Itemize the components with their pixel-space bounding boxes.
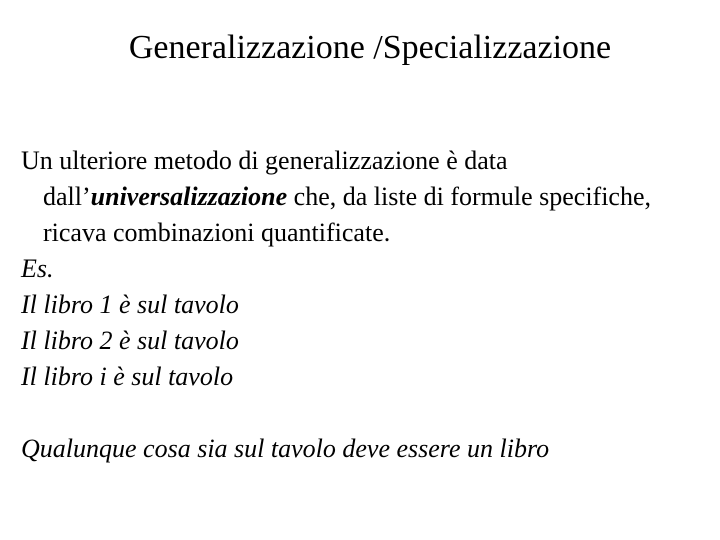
example-line-3: Il libro i è sul tavolo <box>21 362 234 391</box>
intro-emphasis: universalizzazione <box>90 182 288 211</box>
slide-title: Generalizzazione /Specializzazione <box>128 29 612 66</box>
blank-line <box>21 395 711 431</box>
intro-text-part2: che, da liste di formule specifiche, ricava combinazioni quantificate. <box>43 182 652 247</box>
slide-body <box>21 143 711 467</box>
intro-paragraph <box>21 143 711 251</box>
example-line-2: Il libro 2 è sul tavolo <box>21 326 239 355</box>
conclusion-line: Qualunque cosa sia sul tavolo deve essere un libro <box>21 434 550 463</box>
example-line-1: Il libro 1 è sul tavolo <box>21 290 239 319</box>
example-label: Es. <box>21 254 54 283</box>
intro-text-part1: Un ulteriore metodo di generalizzazione è data dall’ <box>21 146 508 211</box>
